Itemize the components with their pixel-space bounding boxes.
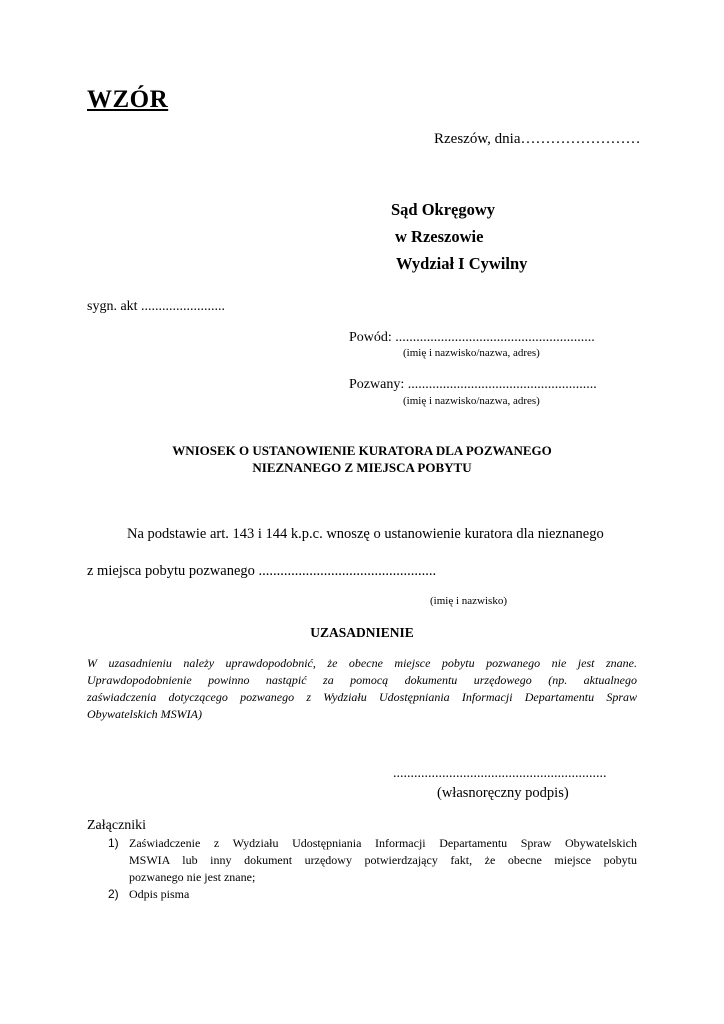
list-item-line: Odpis pisma bbox=[129, 887, 190, 901]
document-title-line-1: WNIOSEK O USTANOWIENIE KURATORA DLA POZWANEGO bbox=[172, 443, 552, 458]
signature-line: ............................................................. bbox=[393, 766, 607, 781]
list-item bbox=[87, 835, 637, 886]
justification-line: Obywatelskich MSWIA) bbox=[87, 707, 202, 721]
court-city: w Rzeszowie bbox=[395, 227, 484, 246]
defendant-field: Pozwany: ...................................................... bbox=[349, 377, 597, 392]
attachments-title: Załączniki bbox=[87, 818, 147, 833]
justification-heading: UZASADNIENIE bbox=[310, 625, 414, 640]
case-reference: sygn. akt ........................ bbox=[87, 299, 226, 314]
plaintiff-field: Powód: ......................................................... bbox=[349, 330, 595, 345]
document-heading-wzor: WZÓR bbox=[87, 86, 169, 113]
list-item bbox=[87, 886, 637, 903]
justification-text bbox=[87, 655, 637, 723]
list-item-line: pozwanego nie jest znane; bbox=[129, 870, 256, 884]
justification-line: Uprawdopodobnienie powinno nastąpić za pomocą dokumentu urzędowego (np. aktualnego bbox=[87, 673, 637, 687]
name-hint: (imię i nazwisko) bbox=[430, 595, 507, 607]
signature-label: (własnoręczny podpis) bbox=[437, 785, 569, 801]
list-item-line: MSWIA lub inny dokument urzędowy potwierdzający fakt, że obecne miejsce pobytu bbox=[129, 853, 637, 867]
defendant-hint: (imię i nazwisko/nazwa, adres) bbox=[403, 395, 540, 407]
list-item-line: Zaświadczenie z Wydziału Udostępniania Informacji Departamentu Spraw Obywatelskich bbox=[129, 836, 637, 850]
justification-line: zaświadczenia dotyczącego pozwanego z Wydziału Udostępniania Informacji Departamentu Spraw bbox=[87, 690, 637, 704]
document-title-line-2: NIEZNANEGO Z MIEJSCA POBYTU bbox=[252, 460, 472, 475]
request-text-line-1: Na podstawie art. 143 i 144 k.p.c. wnoszę o ustanowienie kuratora dla nieznanego bbox=[127, 526, 604, 542]
list-item-number: 1) bbox=[108, 836, 119, 850]
list-item-number: 2) bbox=[108, 887, 119, 901]
request-text-line-2: z miejsca pobytu pozwanego ................................................. bbox=[87, 563, 437, 579]
attachments-list bbox=[87, 835, 637, 903]
place-date: Rzeszów, dnia…………………… bbox=[434, 131, 641, 147]
plaintiff-hint: (imię i nazwisko/nazwa, adres) bbox=[403, 347, 540, 359]
court-division: Wydział I Cywilny bbox=[396, 254, 528, 273]
court-name: Sąd Okręgowy bbox=[391, 200, 496, 219]
justification-line: W uzasadnieniu należy uprawdopodobnić, że obecne miejsce pobytu pozwanego nie jest znane. bbox=[87, 656, 637, 670]
